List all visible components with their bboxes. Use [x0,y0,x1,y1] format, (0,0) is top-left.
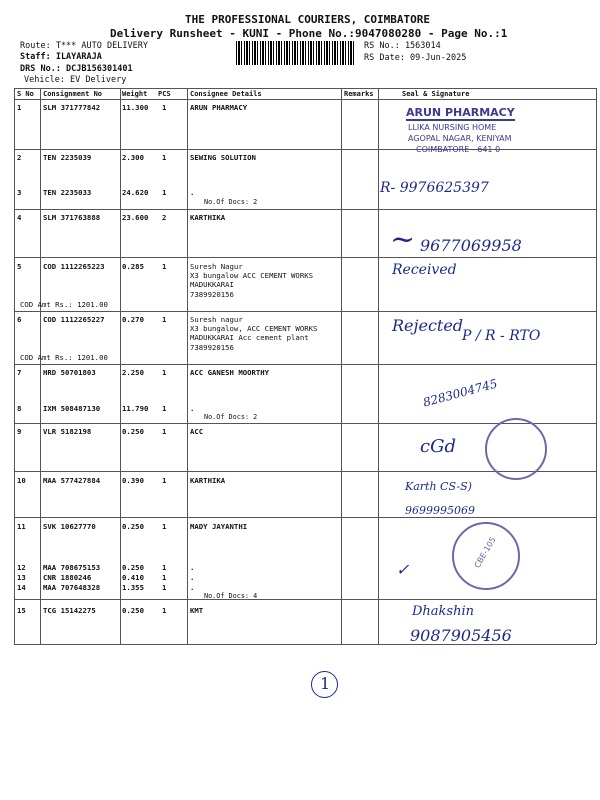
row-sno: 5 [17,262,22,271]
row-consignment: HRD 50701803 [43,368,96,377]
row-separator [14,311,596,312]
row-sno: 8 [17,404,22,413]
row-consignment: TEN 2235039 [43,153,92,162]
handwritten-rto-note: P / R - RTO [462,328,541,344]
row-weight: 11.300 [122,103,149,112]
row-sno: 13 [17,573,26,582]
row-weight: 2.250 [122,368,144,377]
row-pcs: 1 [162,476,167,485]
row-docs-count: No.Of Docs: 2 [204,198,258,206]
col-divider [14,88,15,644]
row-consignment: SVK 10627770 [43,522,96,531]
row-consignment: COD 1112265227 [43,315,105,324]
row-consignment: VLR 5182198 [43,427,92,436]
drs-number: DRS No.: DCJB156301401 [20,64,133,74]
signature-icon: ✓ [396,560,410,579]
row-consignee: ACC [190,427,204,436]
row-consignee: MADY JAYANTHI [190,522,248,531]
row-weight: 11.790 [122,404,149,413]
row-docs-count: No.Of Docs: 2 [204,413,258,421]
stamp-line4: COIMBATORE - 641 0 [416,145,501,154]
row-pcs: 1 [162,522,167,531]
row-consignment: TCG 15142275 [43,606,96,615]
round-stamp-icon [452,522,520,590]
row-consignment: SLM 371777842 [43,103,101,112]
row-weight: 23.600 [122,213,149,222]
row-weight: 1.355 [122,583,144,592]
round-stamp-icon [485,418,547,480]
row-pcs: 1 [162,262,167,271]
handwritten-name-row10: Karth CS-S) [405,480,472,493]
circled-page-mark [311,671,338,698]
col-divider [187,88,188,644]
company-title: THE PROFESSIONAL COURIERS, COIMBATORE [185,13,431,26]
row-sno: 9 [17,427,22,436]
pharmacy-stamp [382,100,546,162]
handwritten-name-row15: Dhakshin [412,604,474,619]
col-divider [596,88,597,644]
row-sno: 7 [17,368,22,377]
row-sno: 3 [17,188,22,197]
col-divider [40,88,41,644]
row-phone: 7389920156 [190,290,234,299]
stamp-line2: LLIKA NURSING HOME [408,123,497,132]
row-pcs: 1 [162,563,167,572]
row-separator [14,599,596,600]
row-weight: 24.620 [122,188,149,197]
row-sno: 14 [17,583,26,592]
row-address-line1: X3 bungalow ACC CEMENT WORKS [190,271,314,280]
row-consignment: MAA 707648328 [43,583,101,592]
stamp-line3: AGOPAL NAGAR, KENIYAM [408,134,512,143]
row-phone: 7389920156 [190,343,234,352]
row-consignee: . [190,583,195,592]
row-sno: 15 [17,606,26,615]
row-cod-amount: COD Amt Rs.: 1201.00 [20,353,108,362]
row-sno: 11 [17,522,26,531]
row-pcs: 1 [162,606,167,615]
row-consignment: MAA 708675153 [43,563,101,572]
row-weight: 0.390 [122,476,144,485]
row-separator [14,364,596,365]
col-header-consignment: Consignment No [43,90,103,98]
row-consignment: SLM 371763888 [43,213,101,222]
barcode [236,41,356,65]
route-label: Route: T*** AUTO DELIVERY [20,41,148,51]
row-sno: 6 [17,315,22,324]
row-address-line1: X3 bungalow, ACC CEMENT WORKS [190,324,318,333]
row-weight: 0.250 [122,563,144,572]
row-separator [14,257,596,258]
row-consignee: . [190,563,195,572]
row-consignee: . [190,188,195,197]
row-weight: 0.250 [122,522,144,531]
row-weight: 0.250 [122,606,144,615]
row-consignment: COD 1112265223 [43,262,105,271]
row-separator [14,209,596,210]
handwritten-phone-row4: 9677069958 [420,236,522,255]
signature-icon: cGd [420,436,456,457]
row-consignee: KARTHIKA [190,476,226,485]
runsheet-subtitle: Delivery Runsheet - KUNI - Phone No.:9047080280 - Page No.:1 [110,27,508,40]
page-mark-number: 1 [320,674,331,693]
row-weight: 0.285 [122,262,144,271]
round-stamp-code: CBE-105 [472,535,498,570]
staff-label: Staff: ILAYARAJA [20,52,102,62]
row-consignment: TEN 2235033 [43,188,92,197]
signature-icon: ~ [390,222,416,257]
row-address-line2: MADUKKARAI [190,280,234,289]
handwritten-phone-row3: R- 9976625397 [380,180,489,196]
col-header-pcs: PCS [158,90,171,98]
row-consignee: KMT [190,606,204,615]
row-pcs: 1 [162,427,167,436]
row-sno: 12 [17,563,26,572]
handwritten-phone-row15: 9087905456 [410,626,512,645]
table-top-line [14,88,596,89]
row-pcs: 1 [162,315,167,324]
row-consignee: . [190,573,195,582]
row-weight: 0.270 [122,315,144,324]
col-divider [378,88,379,644]
handwritten-rejected: Rejected [392,316,464,335]
row-pcs: 1 [162,583,167,592]
row-pcs: 1 [162,404,167,413]
row-consignee: Suresh nagur [190,315,243,324]
stamp-line1: ARUN PHARMACY [406,106,515,119]
col-header-weight: Weight [122,90,148,98]
row-pcs: 1 [162,103,167,112]
row-cod-amount: COD Amt Rs.: 1201.00 [20,300,108,309]
row-consignee: ARUN PHARMACY [190,103,248,112]
row-sno: 4 [17,213,22,222]
row-consignment: IXM 508487130 [43,404,101,413]
col-divider [341,88,342,644]
col-header-sno: S No [17,90,34,98]
rs-number: RS No.: 1563014 [364,41,441,51]
row-sno: 10 [17,476,26,485]
rs-date: RS Date: 09-Jun-2025 [364,53,467,63]
row-sno: 2 [17,153,22,162]
col-header-remarks: Remarks [344,90,374,98]
handwritten-received: Received [392,262,457,278]
vehicle-label: Vehicle: EV Delivery [24,75,127,85]
row-weight: 2.300 [122,153,144,162]
row-sno: 1 [17,103,22,112]
row-pcs: 2 [162,213,167,222]
row-consignee: SEWING SOLUTION [190,153,256,162]
row-pcs: 1 [162,573,167,582]
row-pcs: 1 [162,153,167,162]
row-address-line2: MADUKKARAI Acc cement plant [190,333,309,342]
col-header-seal: Seal & Signature [402,90,470,98]
row-consignee: KARTHIKA [190,213,226,222]
col-divider [120,88,121,644]
row-consignee: Suresh Nagur [190,262,243,271]
row-consignment: MAA 577427884 [43,476,101,485]
row-weight: 0.250 [122,427,144,436]
col-header-consignee: Consignee Details [190,90,262,98]
row-consignee: ACC GANESH MOORTHY [190,368,270,377]
row-docs-count: No.Of Docs: 4 [204,592,258,600]
row-weight: 0.410 [122,573,144,582]
row-consignment: CNR 1880246 [43,573,92,582]
row-pcs: 1 [162,368,167,377]
handwritten-phone-row8: 8283004745 [421,376,499,410]
row-consignee: . [190,404,195,413]
row-pcs: 1 [162,188,167,197]
row-separator [14,517,596,518]
handwritten-phone-row10: 9699995069 [405,504,475,517]
